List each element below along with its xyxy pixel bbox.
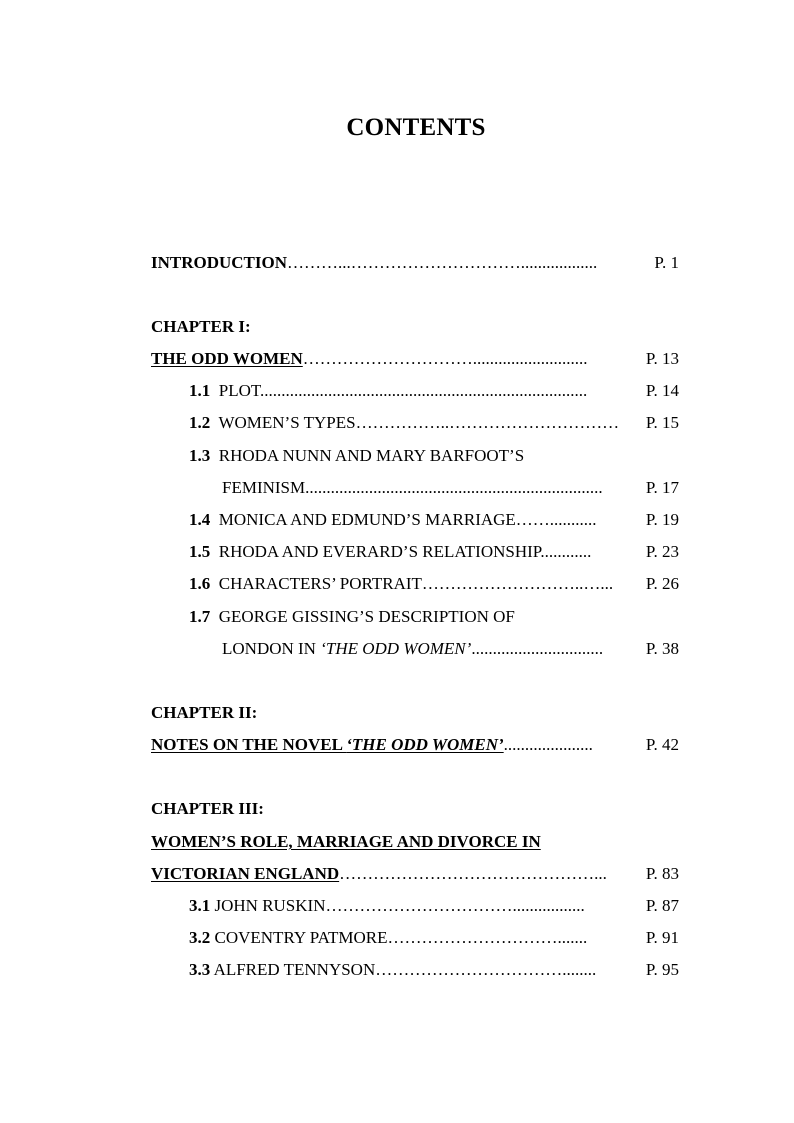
entry-label: INTRODUCTION	[151, 253, 288, 272]
leader-dots: …………………………...........................	[302, 349, 588, 368]
page-number: P. 42	[645, 735, 679, 754]
chapter-title-part: NOTES ON THE NOVEL	[151, 735, 347, 754]
page-number: P. 83	[645, 864, 679, 883]
section-title: RHODA AND EVERARD’S RELATIONSHIP............	[218, 542, 592, 561]
page-number: P. 91	[645, 928, 679, 947]
section-title: WOMEN’S TYPES……………..…………………………	[218, 413, 620, 432]
chapter-title: WOMEN’S ROLE, MARRIAGE AND DIVORCE IN	[151, 832, 541, 851]
page-number: P. 14	[645, 381, 679, 400]
page-number: P. 38	[645, 639, 679, 658]
chapter-heading: CHAPTER II:	[151, 703, 258, 722]
section-number: 1.5	[189, 542, 211, 561]
section-title: COVENTRY PATMORE………………………….......	[214, 928, 588, 947]
section-title: MONICA AND EDMUND’S MARRIAGE……...........	[218, 510, 597, 529]
leader-dots: .....................	[503, 735, 593, 754]
section-number: 1.2	[189, 413, 211, 432]
section-number: 1.6	[189, 574, 211, 593]
page-number: P. 13	[645, 349, 679, 368]
leader-dots: ………………………………………...	[339, 864, 607, 883]
leader-dots: ………...…………………………..................	[287, 253, 598, 272]
page-number: P. 87	[645, 896, 679, 915]
toc-subentry	[189, 446, 524, 466]
section-number: 1.4	[189, 510, 211, 529]
section-title: GEORGE GISSING’S DESCRIPTION OF	[218, 607, 515, 626]
page-number: P. 95	[645, 960, 679, 979]
page-number: P. 19	[645, 510, 679, 529]
section-title: CHARACTERS’ PORTRAIT………………………..…...	[218, 574, 614, 593]
page-number: P. 26	[645, 574, 679, 593]
section-title: ALFRED TENNYSON……………………………........	[213, 960, 597, 979]
section-title: JOHN RUSKIN…………………………….................	[214, 896, 585, 915]
chapter-title-continued: VICTORIAN ENGLAND	[151, 864, 340, 883]
section-number: 3.3	[189, 960, 211, 979]
novel-title: ‘THE ODD WOMEN’	[320, 639, 472, 658]
chapter-heading: CHAPTER III:	[151, 799, 264, 818]
page-number: P. 23	[645, 542, 679, 561]
chapter-title: THE ODD WOMEN	[151, 349, 303, 368]
chapter-heading: CHAPTER I:	[151, 317, 251, 336]
section-title-part: LONDON IN	[222, 639, 321, 658]
section-number: 3.2	[189, 928, 211, 947]
section-title: PLOT.............................................................................	[218, 381, 588, 400]
page-title: CONTENTS	[346, 114, 486, 141]
toc-subentry	[189, 607, 515, 627]
leader-dots: ...............................	[471, 639, 604, 658]
section-number: 3.1	[189, 896, 211, 915]
section-number: 1.1	[189, 381, 211, 400]
section-number: 1.3	[189, 446, 211, 465]
novel-title: ‘THE ODD WOMEN’	[346, 735, 504, 754]
page-number: P. 15	[645, 413, 679, 432]
page-number: P. 17	[645, 478, 679, 497]
section-number: 1.7	[189, 607, 211, 626]
section-title: RHODA NUNN AND MARY BARFOOT’S	[218, 446, 525, 465]
section-title-continued: FEMINISM......................................................................	[222, 478, 603, 497]
page-number: P. 1	[654, 253, 679, 272]
